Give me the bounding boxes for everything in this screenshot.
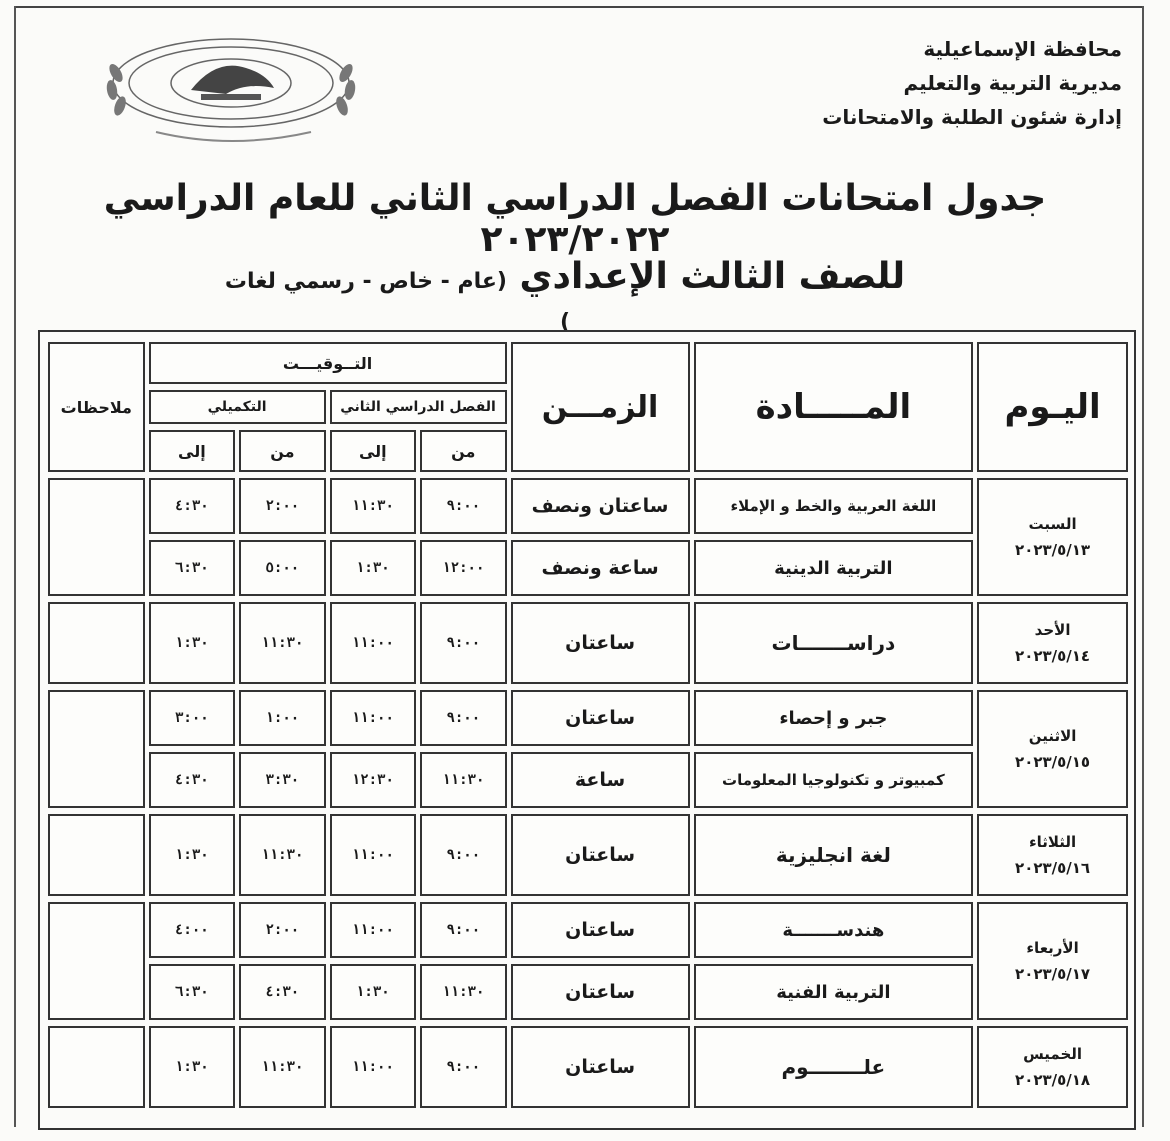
header-makeup-to: إلى xyxy=(149,430,236,472)
notes-cell xyxy=(48,902,145,1020)
header-timing: التــوقيـــت xyxy=(149,342,507,384)
day-name: الثلاثاء xyxy=(1028,833,1077,851)
makeup-from-cell: ٣:٣٠ xyxy=(239,752,325,808)
header-term2-from: من xyxy=(420,430,506,472)
notes-cell xyxy=(48,690,145,808)
schedule-title: جدول امتحانات الفصل الدراسي الثاني للعام الدراسي ٢٠٢٣/٢٠٢٢ xyxy=(103,178,1047,260)
makeup-from-cell: ١١:٣٠ xyxy=(239,1026,325,1108)
notes-cell xyxy=(48,814,145,896)
header-notes: ملاحظات xyxy=(48,342,145,472)
day-date: ٢٠٢٣/٥/١٣ xyxy=(1015,541,1091,559)
term2-from-cell: ٩:٠٠ xyxy=(420,902,506,958)
day-date: ٢٠٢٣/٥/١٦ xyxy=(1015,859,1091,877)
page-border-right xyxy=(1142,6,1144,1127)
subject-cell: كمبيوتر و تكنولوجيا المعلومات xyxy=(694,752,974,808)
makeup-to-cell: ٤:٣٠ xyxy=(149,478,236,534)
day-cell xyxy=(977,902,1128,1020)
grade-note: (عام - خاص - رسمي لغات ) xyxy=(224,269,571,335)
term2-from-cell: ٩:٠٠ xyxy=(420,602,506,684)
day-cell xyxy=(977,690,1128,808)
day-date: ٢٠٢٣/٥/١٤ xyxy=(1015,647,1091,665)
duration-cell: ساعتان xyxy=(511,902,690,958)
table-row xyxy=(48,690,1128,746)
subject-cell: هندســـــــة xyxy=(694,902,974,958)
day-cell xyxy=(977,814,1128,896)
day-cell xyxy=(977,478,1128,596)
notes-cell xyxy=(48,478,145,596)
subject-cell: جبر و إحصاء xyxy=(694,690,974,746)
makeup-to-cell: ١:٣٠ xyxy=(149,1026,236,1108)
term2-from-cell: ٩:٠٠ xyxy=(420,478,506,534)
makeup-from-cell: ٢:٠٠ xyxy=(239,902,325,958)
grade-name: للصف الثالث الإعدادي xyxy=(519,256,906,297)
day-cell xyxy=(977,1026,1128,1108)
duration-cell: ساعة ونصف xyxy=(511,540,690,596)
makeup-from-cell: ٥:٠٠ xyxy=(239,540,325,596)
table-row xyxy=(48,964,1128,1020)
header-day: اليـوم xyxy=(977,342,1128,472)
issuer-header xyxy=(762,32,1122,134)
duration-cell: ساعتان xyxy=(511,602,690,684)
makeup-to-cell: ٦:٣٠ xyxy=(149,540,236,596)
makeup-to-cell: ١:٣٠ xyxy=(149,602,236,684)
subject-cell: دراســـــــات xyxy=(694,602,974,684)
table-row xyxy=(48,540,1128,596)
makeup-from-cell: ١:٠٠ xyxy=(239,690,325,746)
day-date: ٢٠٢٣/٥/١٧ xyxy=(1015,965,1091,983)
makeup-to-cell: ٣:٠٠ xyxy=(149,690,236,746)
table-row xyxy=(48,814,1128,896)
day-name: السبت xyxy=(1028,515,1077,533)
table-row xyxy=(48,478,1128,534)
makeup-from-cell: ١١:٣٠ xyxy=(239,814,325,896)
header-makeup: التكميلي xyxy=(149,390,326,424)
term2-from-cell: ١٢:٠٠ xyxy=(420,540,506,596)
makeup-to-cell: ٤:٣٠ xyxy=(149,752,236,808)
term2-to-cell: ١١:٠٠ xyxy=(330,902,416,958)
governorate-line: محافظة الإسماعيلية xyxy=(923,37,1122,61)
subject-cell: التربية الفنية xyxy=(694,964,974,1020)
term2-to-cell: ١١:٠٠ xyxy=(330,814,416,896)
page-border-top xyxy=(14,6,1144,8)
grade-title xyxy=(220,256,910,338)
header-term2-to: إلى xyxy=(330,430,416,472)
term2-to-cell: ١١:٣٠ xyxy=(330,478,416,534)
day-date: ٢٠٢٣/٥/١٥ xyxy=(1015,753,1091,771)
table-row xyxy=(48,752,1128,808)
table-row xyxy=(48,902,1128,958)
term2-from-cell: ٩:٠٠ xyxy=(420,690,506,746)
notes-cell xyxy=(48,602,145,684)
day-cell xyxy=(977,602,1128,684)
term2-to-cell: ١١:٠٠ xyxy=(330,1026,416,1108)
header-duration: الزمـــن xyxy=(511,342,690,472)
term2-from-cell: ٩:٠٠ xyxy=(420,814,506,896)
term2-from-cell: ٩:٠٠ xyxy=(420,1026,506,1108)
day-date: ٢٠٢٣/٥/١٨ xyxy=(1015,1071,1091,1089)
department-line: إدارة شئون الطلبة والامتحانات xyxy=(822,105,1122,129)
table-row xyxy=(48,1026,1128,1108)
makeup-to-cell: ٦:٣٠ xyxy=(149,964,236,1020)
ministry-seal-icon xyxy=(96,28,366,148)
day-name: الخميس xyxy=(1023,1045,1083,1063)
duration-cell: ساعتان xyxy=(511,814,690,896)
makeup-from-cell: ٢:٠٠ xyxy=(239,478,325,534)
duration-cell: ساعتان xyxy=(511,964,690,1020)
duration-cell: ساعتان xyxy=(511,1026,690,1108)
duration-cell: ساعتان xyxy=(511,690,690,746)
term2-to-cell: ١١:٠٠ xyxy=(330,602,416,684)
subject-cell: اللغة العربية والخط و الإملاء xyxy=(694,478,974,534)
duration-cell: ساعة xyxy=(511,752,690,808)
subject-cell: التربية الدينية xyxy=(694,540,974,596)
term2-from-cell: ١١:٣٠ xyxy=(420,964,506,1020)
makeup-from-cell: ٤:٣٠ xyxy=(239,964,325,1020)
page-border-left xyxy=(14,6,16,1127)
day-name: الأربعاء xyxy=(1026,939,1079,957)
term2-from-cell: ١١:٣٠ xyxy=(420,752,506,808)
notes-cell xyxy=(48,1026,145,1108)
directorate-line: مديرية التربية والتعليم xyxy=(903,71,1122,95)
table-row xyxy=(48,602,1128,684)
day-name: الاثنين xyxy=(1028,727,1077,745)
term2-to-cell: ١:٣٠ xyxy=(330,964,416,1020)
makeup-to-cell: ٤:٠٠ xyxy=(149,902,236,958)
makeup-to-cell: ١:٣٠ xyxy=(149,814,236,896)
subject-cell: لغة انجليزية xyxy=(694,814,974,896)
duration-cell: ساعتان ونصف xyxy=(511,478,690,534)
subject-cell: علــــــــوم xyxy=(694,1026,974,1108)
term2-to-cell: ١١:٠٠ xyxy=(330,690,416,746)
day-name: الأحد xyxy=(1034,621,1071,639)
term2-to-cell: ١٢:٣٠ xyxy=(330,752,416,808)
exam-schedule-table xyxy=(44,336,1132,1114)
makeup-from-cell: ١١:٣٠ xyxy=(239,602,325,684)
header-subject: المـــــادة xyxy=(694,342,974,472)
header-term2: الفصل الدراسي الثاني xyxy=(330,390,507,424)
schedule-body xyxy=(48,478,1128,1108)
header-makeup-from: من xyxy=(239,430,325,472)
term2-to-cell: ١:٣٠ xyxy=(330,540,416,596)
